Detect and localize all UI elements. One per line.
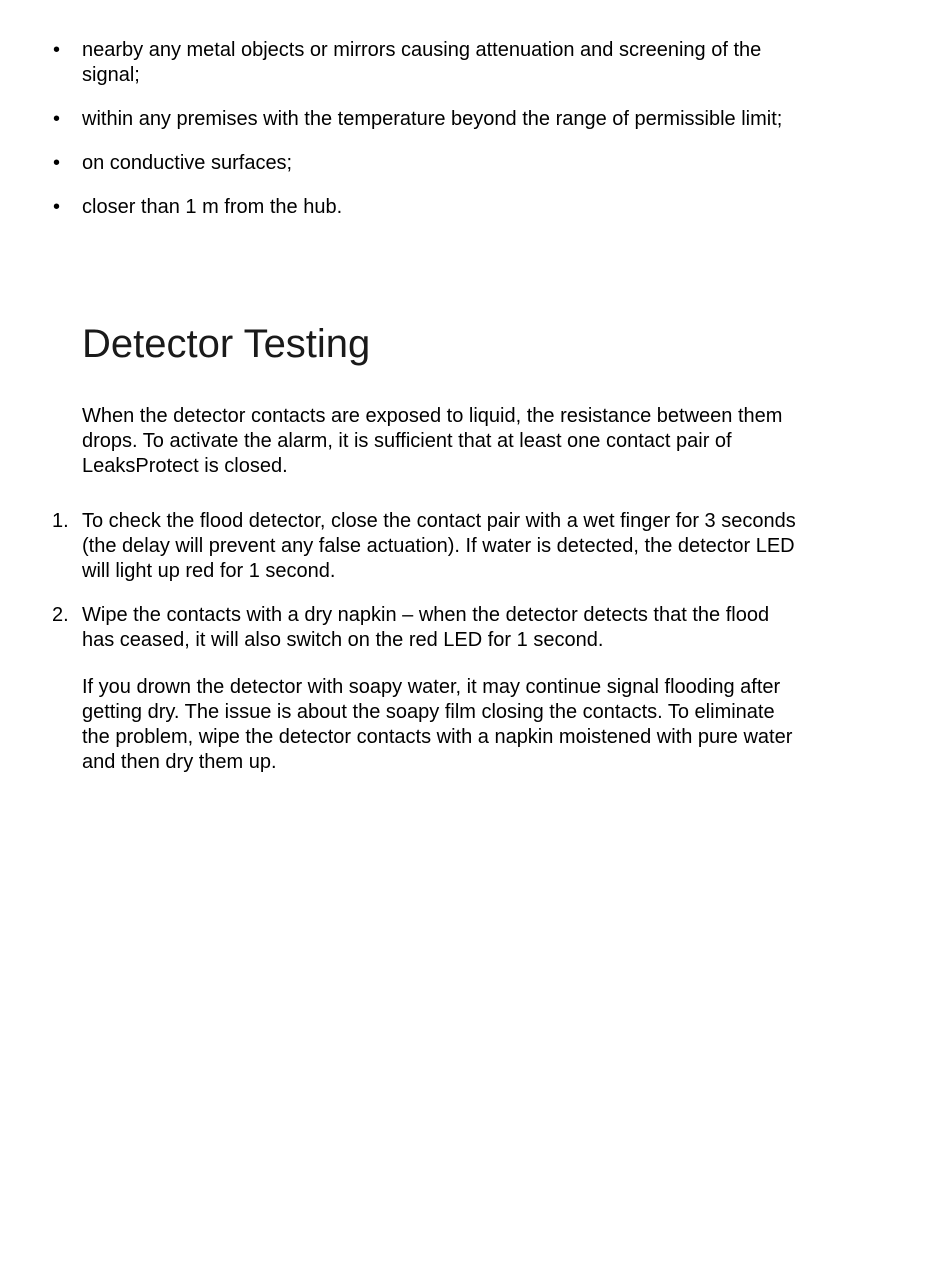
bullet-marker: • bbox=[53, 196, 61, 218]
step-number: 1. bbox=[52, 510, 69, 532]
list-item-text: nearby any metal objects or mirrors causing attenuation and screening of the signal; bbox=[82, 39, 762, 86]
list-item bbox=[0, 38, 802, 88]
step-text: Wipe the contacts with a dry napkin – when the detector detects that the flood has ceased, it will also switch on the red LED for 1 second. bbox=[82, 604, 770, 651]
step-text: To check the flood detector, close the contact pair with a wet finger for 3 seconds (the delay will prevent any false actuation). If water is detected, the detector LED will light up red for 1 second. bbox=[82, 510, 796, 582]
placement-restrictions-list bbox=[0, 38, 950, 239]
note-paragraph: If you drown the detector with soapy water, it may continue signal flooding after getting dry. The issue is about the soapy film closing the contacts. To eliminate the problem, wipe the detector contacts with a napkin moistened with pure water and then dry them up. bbox=[82, 676, 793, 773]
testing-steps-list bbox=[0, 509, 950, 672]
list-item bbox=[0, 195, 802, 220]
list-item-text: closer than 1 m from the hub. bbox=[82, 196, 343, 218]
step-item bbox=[0, 603, 802, 653]
list-item-text: on conductive surfaces; bbox=[82, 152, 293, 174]
bullet-marker: • bbox=[53, 108, 61, 130]
step-item bbox=[0, 509, 802, 584]
list-item bbox=[0, 107, 802, 132]
section-heading: Detector Testing bbox=[82, 322, 371, 366]
list-item bbox=[0, 151, 802, 176]
intro-paragraph: When the detector contacts are exposed to liquid, the resistance between them drops. To activate the alarm, it is sufficient that at least one contact pair of LeaksProtect is closed. bbox=[82, 405, 783, 477]
list-item-text: within any premises with the temperature beyond the range of permissible limit; bbox=[82, 108, 783, 130]
bullet-marker: • bbox=[53, 39, 61, 61]
step-number: 2. bbox=[52, 604, 69, 626]
bullet-marker: • bbox=[53, 152, 61, 174]
